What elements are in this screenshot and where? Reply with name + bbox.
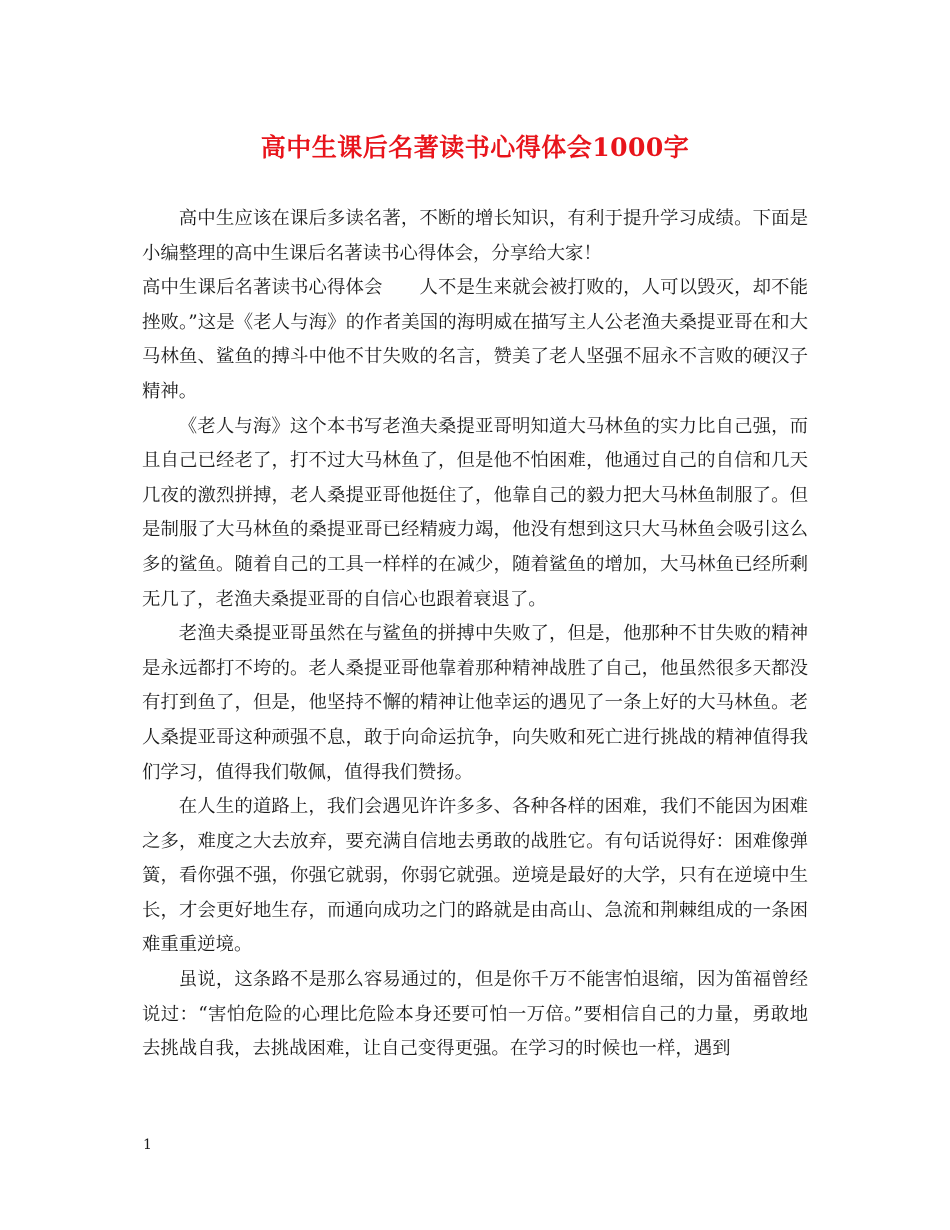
paragraph-life-road: 在人生的道路上，我们会遇见许许多多、各种各样的困难，我们不能因为困难之多，难度之大去放弃，要充满自信地去勇敢的战胜它。有句话说得好：困难像弹簧，看你强不强，你强它就弱，你弱它就强。逆境是最好的大学，只有在逆境中生长，才会更好地生存，而通向成功之门的路就是由高山、急流和荆棘组成的一条困难重重逆境。	[142, 796, 808, 956]
paragraph-spirit: 老渔夫桑提亚哥虽然在与鲨鱼的拼搏中失败了，但是，他那种不甘失败的精神是永远都打不垮的。老人桑提亚哥他靠着那种精神战胜了自己，他虽然很多天都没有打到鱼了，但是，他坚持不懈的精神让他幸运的遇见了一条上好的大马林鱼。老人桑提亚哥这种顽强不息，敢于向命运抗争，向失败和死亡进行挑战的精神值得我们学习，值得我们敬佩，值得我们赞扬。	[142, 623, 808, 783]
paragraph-courage: 虽说，这条路不是那么容易通过的，但是你千万不能害怕退缩，因为笛福曾经说过：“害怕危险的心理比危险本身还要可怕一万倍。”要相信自己的力量，勇敢地去挑战自我，去挑战困难，让自己变得更强。在学习的时候也一样，遇到	[142, 969, 808, 1060]
document-body	[142, 202, 808, 1067]
page-number: 1	[143, 1137, 152, 1153]
paragraph-quote: 高中生课后名著读书心得体会 人不是生来就会被打败的，人可以毁灭，却不能挫败。”这是《老人与海》的作者美国的海明威在描写主人公老渔夫桑提亚哥在和大马林鱼、鲨鱼的搏斗中他不甘失败的名言，赞美了老人坚强不屈永不言败的硬汉子精神。	[142, 277, 808, 402]
paragraph-intro: 高中生应该在课后多读名著，不断的增长知识，有利于提升学习成绩。下面是小编整理的高中生课后名著读书心得体会，分享给大家！	[142, 208, 808, 264]
document-title: 高中生课后名著读书心得体会1000字	[260, 133, 690, 162]
paragraph-story: 《老人与海》这个本书写老渔夫桑提亚哥明知道大马林鱼的实力比自己强，而且自己已经老了，打不过大马林鱼了，但是他不怕困难，他通过自己的自信和几天几夜的激烈拼搏，老人桑提亚哥他挺住了，他靠自己的毅力把大马林鱼制服了。但是制服了大马林鱼的桑提亚哥已经精疲力竭，他没有想到这只大马林鱼会吸引这么多的鲨鱼。随着自己的工具一样样的在减少，随着鲨鱼的增加，大马林鱼已经所剩无几了，老渔夫桑提亚哥的自信心也跟着衰退了。	[142, 415, 808, 610]
